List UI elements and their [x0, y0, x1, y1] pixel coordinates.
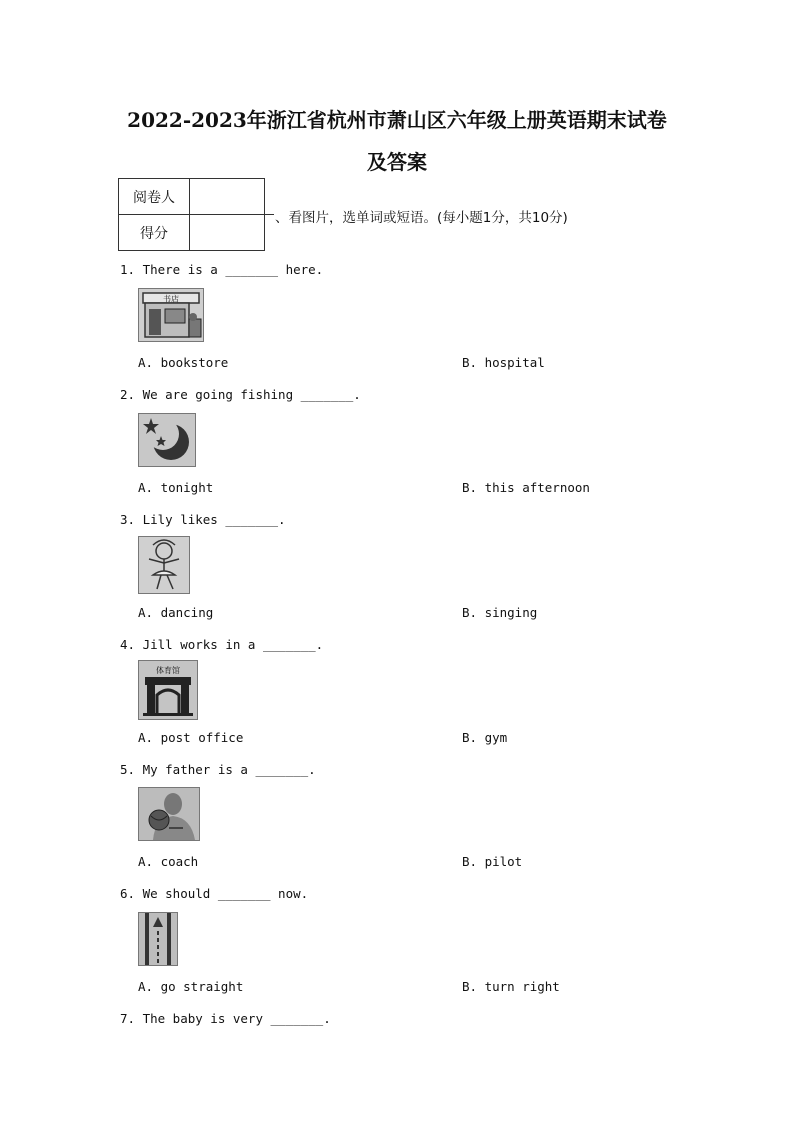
- score-label: 得分: [119, 215, 190, 251]
- page-title-line2: 及答案: [367, 150, 427, 174]
- score-table: [118, 178, 265, 251]
- question-stem: 4. Jill works in a _______.: [120, 637, 324, 652]
- question-stem: 7. The baby is very _______.: [120, 1011, 331, 1026]
- section-heading: 、看图片，选单词或短语。(每小题1分，共10分): [275, 210, 568, 226]
- moon-stars-picture: [138, 413, 196, 467]
- option-a[interactable]: A. post office: [138, 730, 244, 745]
- reviewer-label: 阅卷人: [119, 179, 190, 215]
- option-a[interactable]: A. go straight: [138, 979, 244, 994]
- straight-road-picture: [138, 912, 178, 966]
- bookstore-picture: [138, 288, 204, 342]
- option-b[interactable]: B. singing: [462, 605, 538, 620]
- question-stem: 2. We are going fishing _______.: [120, 387, 361, 402]
- option-a[interactable]: A. bookstore: [138, 355, 229, 370]
- bookstore-sign-text: 书店: [163, 294, 179, 304]
- option-a[interactable]: A. dancing: [138, 605, 214, 620]
- table-connector-line: [264, 214, 274, 215]
- question-stem: 1. There is a _______ here.: [120, 262, 324, 277]
- reviewer-cell: [190, 179, 265, 215]
- question-stem: 6. We should _______ now.: [120, 886, 309, 901]
- option-a[interactable]: A. coach: [138, 854, 199, 869]
- dancing-girl-picture: [138, 536, 190, 594]
- score-cell: [190, 215, 265, 251]
- coach-picture: [138, 787, 200, 841]
- gym-building-picture: [138, 660, 198, 720]
- question-stem: 5. My father is a _______.: [120, 762, 316, 777]
- option-b[interactable]: B. pilot: [462, 854, 523, 869]
- option-b[interactable]: B. hospital: [462, 355, 545, 370]
- page-title: 2022-2023年浙江省杭州市萧山区六年级上册英语期末试卷: [127, 108, 667, 132]
- option-a[interactable]: A. tonight: [138, 480, 214, 495]
- option-b[interactable]: B. this afternoon: [462, 480, 590, 495]
- option-b[interactable]: B. turn right: [462, 979, 560, 994]
- question-stem: 3. Lily likes _______.: [120, 512, 286, 527]
- gym-sign-text: 体育馆: [156, 666, 180, 675]
- option-b[interactable]: B. gym: [462, 730, 508, 745]
